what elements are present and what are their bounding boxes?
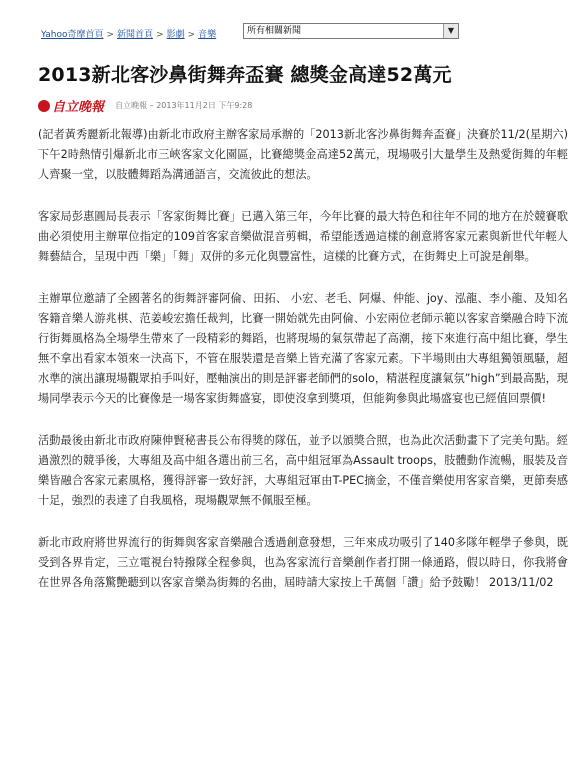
related-news-select-value: 所有相關新聞	[247, 26, 302, 36]
article-paragraph: 新北市政府將世界流行的街舞與客家音樂融合透過創意發想，三年來成功吸引了140多隊年輕學子參與，既受到各界肯定，三立電視台特撥隊全程參與，也為客家流行音樂創作者打開一條通路，假以時日，你我將會在世界各角落驚艷聽到以客家音樂為街舞的名曲，屆時請大家按上千萬個「讚」給予鼓勵！ 2013/11/02	[38, 536, 568, 589]
breadcrumb-separator: >	[156, 30, 164, 40]
article-title: 2013新北客沙鼻街舞奔盃賽 總獎金高達52萬元	[38, 64, 452, 86]
source-logo-text: 自立晚報	[52, 100, 105, 115]
article-meta	[38, 95, 253, 115]
article-body	[38, 125, 568, 593]
breadcrumb-separator: >	[187, 30, 196, 40]
article-paragraph: (記者黃秀麗新北報導)由新北市政府主辦客家局承辦的「2013新北客沙鼻街舞奔盃賽」決賽於11/2(星期六)下午2時熱情引爆新北市三峽客家文化園區，比賽總獎金高達52萬元，現場吸引大量學生及熱愛街舞的年輕人齊聚一堂，以肢體舞蹈為溝通語言，交流彼此的想法。	[38, 128, 568, 181]
breadcrumb-link-yahoo-home[interactable]: Yahoo奇摩首頁	[41, 30, 104, 40]
breadcrumb-separator: >	[106, 30, 115, 40]
breadcrumb	[41, 27, 216, 40]
article-paragraph: 客家局彭惠圓局長表示「客家街舞比賽」已邁入第三年，今年比賽的最大特色和往年不同的地方在於競賽歌曲必須使用主辦單位指定的109首客家音樂做混音剪輯，希望能透過這樣的創意將客家元素與新世代年輕人舞藝結合，呈現中西「樂」「舞」双併的多元化與豐富性，這樣的比賽方式，在街舞史上可說是創舉。	[38, 210, 568, 263]
related-news-select[interactable]	[243, 23, 459, 39]
breadcrumb-link-music[interactable]: 音樂	[198, 30, 217, 40]
source-logo	[38, 96, 104, 115]
breadcrumb-link-entertainment[interactable]: 影劇	[166, 30, 185, 40]
chevron-down-icon[interactable]: ▼	[443, 24, 458, 38]
logo-circle-icon	[38, 100, 50, 112]
article-byline: 自立晚報 – 2013年11月2日 下午9:28	[115, 101, 253, 110]
top-bar	[0, 23, 569, 43]
breadcrumb-link-news-home[interactable]: 新聞首頁	[117, 30, 154, 40]
article-paragraph: 主辦單位邀請了全國著名的街舞評審阿倫、田拓、 小宏、老毛、阿爆、仲能、joy、泓龍、李小龍、及知名客籍音樂人游兆棋、范姜峻宏擔任裁判，比賽一開始就先由阿倫、小宏兩位老師示範以客家音樂融合時下流行街舞風格為全場學生帶來了一段精彩的舞蹈，也將現場的氣氛帶起了高潮，接下來進行高中組比賽，學生無不拿出看家本領來一決高下，不管在服裝還是音樂上皆充滿了客家元素。下半場則由大專組獨領風騷，超水準的演出讓現場觀眾拍手叫好，壓軸演出的則是評審老師們的solo，精湛程度讓氣氛”high”到最高點，現場同學表示今天的比賽像是一場客家街舞盛宴，即使沒拿到獎項，但能夠參與此場盛宴也已經值回票價!	[38, 292, 568, 405]
article-paragraph: 活動最後由新北市政府陳伸賢秘書長公布得獎的隊伍，並予以頒獎合照，也為此次活動畫下了完美句點。經過激烈的競爭後，大專組及高中組各選出前三名，高中組冠軍為Assault troops，肢體動作流暢，服裝及音樂皆融合客家元素風格，獲得評審一致好評，大專組冠軍由T-PEC摘金，不僅音樂使用客家音樂，更節奏感十足，強烈的表達了自我風格，現場觀眾無不佩服至極。	[38, 434, 568, 507]
